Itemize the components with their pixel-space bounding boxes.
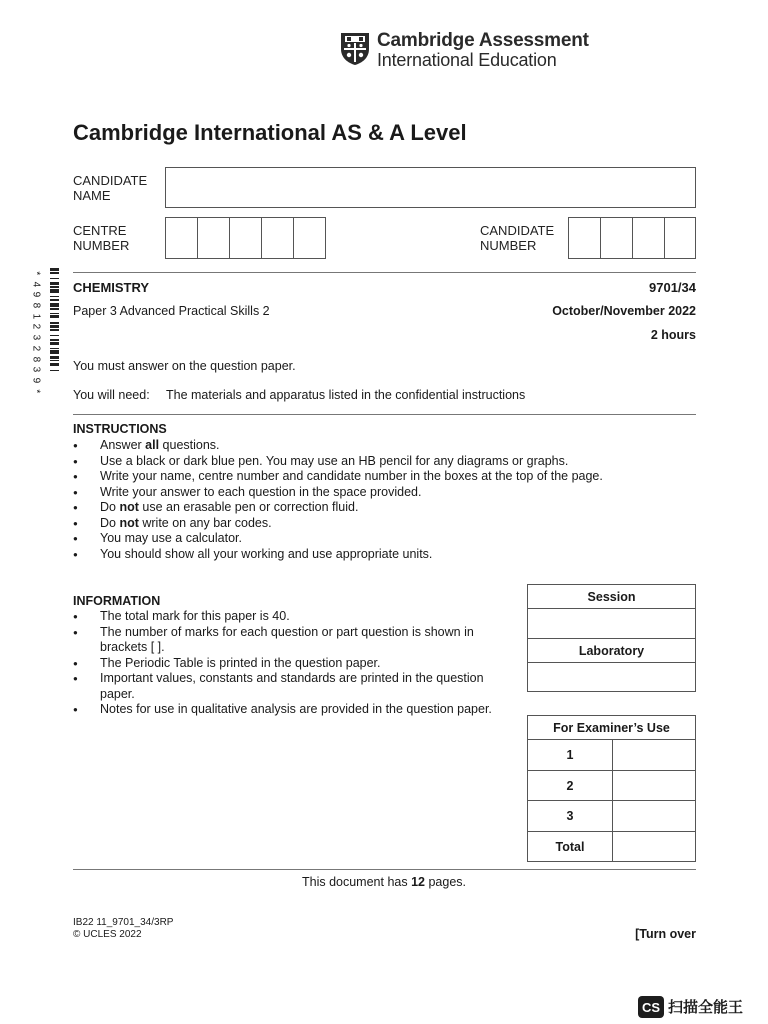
candidate-number-label-line1: CANDIDATE	[480, 223, 555, 238]
instruction-emphasis: not	[119, 515, 139, 530]
instructions-heading: INSTRUCTIONS	[73, 422, 167, 436]
information-item: ● Important values, constants and standards are printed in the question paper.	[73, 671, 493, 702]
barcode-digit: 8	[30, 356, 42, 362]
document-reference: IB22 11_9701_34/3RP	[73, 917, 174, 928]
candidate-name-label-line1: CANDIDATE	[73, 173, 148, 188]
instruction-text: Use a black or dark blue pen. You may use an HB pencil for any diagrams or graphs.	[100, 453, 569, 468]
barcode-digit: *	[30, 388, 42, 393]
barcode-digits	[28, 268, 46, 408]
cambridge-shield-icon	[340, 32, 370, 66]
scanner-watermark-text: 扫描全能王	[668, 999, 744, 1016]
information-item: ● The total mark for this paper is 40.	[73, 609, 493, 625]
barcode-digit: 4	[30, 281, 42, 287]
page-count-text: This document has	[301, 875, 412, 889]
need-value: The materials and apparatus listed in the confidential instructions	[166, 388, 526, 402]
session-entry[interactable]	[528, 609, 695, 638]
information-list	[73, 609, 493, 718]
instruction-text: write on any bar codes.	[138, 515, 272, 530]
answer-note: You must answer on the question paper.	[73, 359, 296, 373]
org-name-line2: International Education	[377, 50, 557, 70]
candidate-name-field[interactable]	[165, 167, 696, 208]
barcode-digit: 3	[30, 366, 42, 373]
centre-number-cell[interactable]	[294, 218, 325, 258]
question-number: 1	[528, 740, 613, 770]
information-item: ● The number of marks for each question or part question is shown in brackets [ ].	[73, 625, 493, 656]
examiner-table-heading: For Examiner’s Use	[553, 720, 670, 735]
centre-number-label-line1: CENTRE	[73, 223, 127, 238]
centre-number-cell[interactable]	[166, 218, 198, 258]
divider	[73, 272, 696, 273]
barcode-digit: 3	[30, 334, 42, 341]
instruction-item	[73, 547, 693, 563]
barcode-digit: 2	[30, 324, 42, 330]
barcode	[28, 268, 61, 408]
divider	[73, 869, 696, 870]
instruction-text: questions.	[159, 438, 220, 452]
instruction-text: use an erasable pen or correction fluid.	[138, 500, 359, 514]
barcode-digit: *	[30, 271, 42, 276]
instruction-text: Do	[100, 515, 120, 530]
instruction-text: You should show all your working and use appropriate units.	[100, 546, 433, 561]
syllabus-code: 9701/34	[649, 280, 696, 295]
instruction-item	[73, 438, 693, 454]
barcode-digit: 9	[30, 377, 42, 383]
candidate-number-field[interactable]	[568, 217, 696, 259]
centre-number-cell[interactable]	[230, 218, 262, 258]
org-logo	[340, 30, 589, 70]
duration: 2 hours	[650, 328, 696, 342]
instruction-text: Write your answer to each question in the space provided.	[100, 484, 422, 499]
laboratory-entry[interactable]	[528, 663, 695, 691]
candidate-number-label	[480, 223, 554, 253]
barcode-digit: 9	[30, 291, 42, 298]
org-name-line1: Cambridge Assessment	[377, 30, 589, 51]
footer-reference	[73, 917, 173, 941]
barcode-digit: 8	[30, 302, 42, 309]
need-label: You will need:	[73, 388, 150, 402]
total-label: Total	[528, 832, 613, 861]
qualification-title: Cambridge International AS & A Level	[73, 120, 467, 145]
question-number: 2	[528, 771, 613, 800]
question-number: 3	[528, 801, 613, 831]
instruction-item	[73, 500, 693, 516]
instruction-item	[73, 454, 693, 470]
candidate-number-cell[interactable]	[569, 218, 601, 258]
barcode-bars	[50, 268, 59, 408]
instruction-item	[73, 531, 693, 547]
information-heading: INFORMATION	[73, 594, 161, 608]
instruction-item	[73, 485, 693, 501]
instruction-text: You may use a calculator.	[100, 531, 242, 545]
page-count-number: 12	[411, 875, 425, 889]
barcode-bar	[50, 371, 59, 374]
laboratory-label: Laboratory	[578, 643, 645, 658]
information-item: ● Notes for use in qualitative analysis are provided in the question paper.	[73, 702, 493, 718]
candidate-name-label-line2: NAME	[73, 188, 111, 203]
mark-cell	[613, 801, 695, 831]
mark-cell	[613, 740, 695, 770]
centre-number-cell[interactable]	[198, 218, 230, 258]
centre-number-field[interactable]	[165, 217, 326, 259]
candidate-number-cell[interactable]	[601, 218, 633, 258]
centre-number-label	[73, 223, 129, 253]
instructions-list	[73, 438, 693, 562]
page-count-text: pages.	[424, 875, 466, 889]
instruction-text: Do	[100, 500, 120, 514]
candidate-number-cell[interactable]	[665, 218, 695, 258]
copyright: © UCLES 2022	[73, 929, 142, 940]
subject: CHEMISTRY	[73, 280, 150, 295]
mark-cell	[613, 771, 695, 800]
examiner-table	[527, 715, 696, 862]
page-count	[0, 875, 768, 889]
instruction-text: Write your name, centre number and candidate number in the boxes at the top of the page.	[100, 469, 603, 483]
instruction-emphasis: not	[119, 500, 139, 514]
barcode-digit: 1	[30, 313, 42, 319]
instruction-item	[73, 516, 693, 532]
information-item: ● The Periodic Table is printed in the question paper.	[73, 656, 493, 672]
instruction-item	[73, 469, 693, 485]
instruction-text: Answer	[100, 438, 146, 452]
candidate-number-cell[interactable]	[633, 218, 665, 258]
barcode-digit: 2	[30, 345, 42, 351]
instruction-emphasis: all	[145, 438, 160, 452]
centre-number-cell[interactable]	[262, 218, 294, 258]
session-label: Session	[587, 589, 636, 604]
turn-over: [Turn over	[635, 927, 696, 941]
centre-number-label-line2: NUMBER	[73, 238, 130, 253]
divider	[73, 414, 696, 415]
exam-session: October/November 2022	[552, 304, 696, 318]
candidate-name-label	[73, 173, 147, 203]
paper-title: Paper 3 Advanced Practical Skills 2	[73, 304, 270, 318]
scanner-logo-icon: CS	[638, 996, 664, 1018]
session-table	[527, 584, 696, 692]
candidate-number-label-line2: NUMBER	[480, 238, 537, 253]
total-cell	[613, 832, 695, 861]
